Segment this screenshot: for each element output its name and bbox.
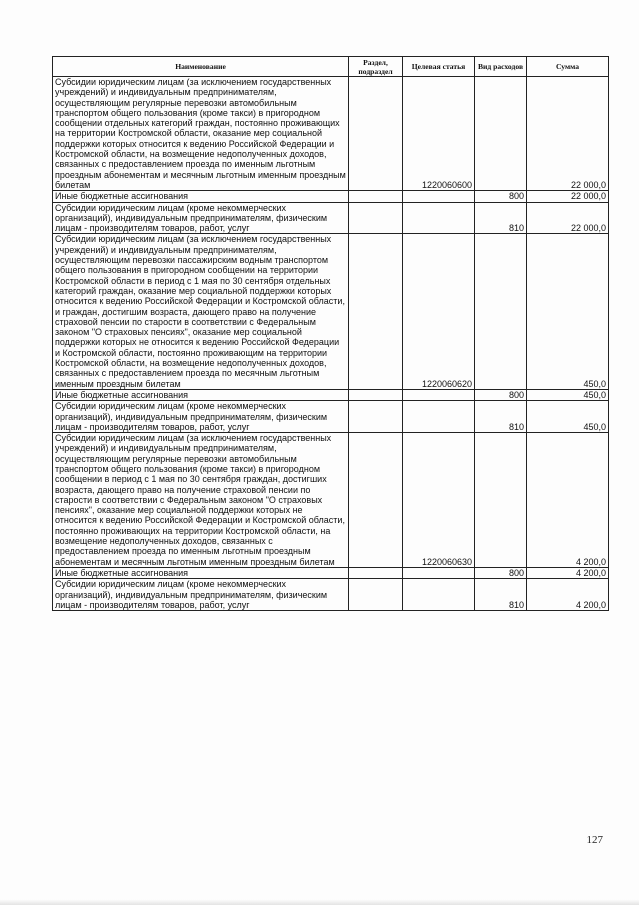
table-header-row (53, 57, 609, 77)
budget-table (52, 56, 609, 611)
table-row (53, 191, 609, 202)
cell-target (403, 202, 475, 234)
header-name: Наименование (53, 57, 349, 77)
cell-amount: 4 200,0 (527, 433, 609, 568)
table-row (53, 433, 609, 568)
cell-section (349, 191, 403, 202)
cell-expense-type: 810 (475, 401, 527, 433)
cell-expense-type (475, 77, 527, 191)
table-row (53, 77, 609, 191)
cell-name: Иные бюджетные ассигнования (53, 567, 349, 578)
cell-name: Субсидии юридическим лицам (за исключением государственных учреждений) и индивидуальным предпринимателям, осуществляющим перевозки пассажирским водным транспортом общего пользования в пригородном сообщении на территории Костромской области в период с 1 мая по 30 сентября отдельных категорий граждан, оказание мер социальной поддержки которых относится к ведению Российской Федерации и Костромской области, и граждан, достигшим возраста, дающего право на получение страховой пенсии по старости в соответствии с Федеральным законом "О страховых пенсиях", оказание мер социальной поддержки которых не относится к ведению Российской Федерации и Костромской области, постоянно проживающим на территории Костромской области, на возмещение недополученных доходов, связанных с предоставлением проезда по месячным льготным именным проездным билетам (53, 234, 349, 389)
cell-section (349, 579, 403, 611)
cell-target: 1220060600 (403, 77, 475, 191)
cell-amount: 4 200,0 (527, 579, 609, 611)
header-target: Целевая статья (403, 57, 475, 77)
cell-name: Субсидии юридическим лицам (кроме некоммерческих организаций), индивидуальным предпринимателям, физическим лицам - производителям товаров, работ, услуг (53, 202, 349, 234)
cell-section (349, 389, 403, 400)
header-amount: Сумма (527, 57, 609, 77)
cell-amount: 22 000,0 (527, 202, 609, 234)
cell-expense-type: 800 (475, 567, 527, 578)
table-row (53, 567, 609, 578)
cell-target: 1220060630 (403, 433, 475, 568)
header-expense-type: Вид расходов (475, 57, 527, 77)
cell-amount: 22 000,0 (527, 77, 609, 191)
cell-target (403, 389, 475, 400)
table-row (53, 401, 609, 433)
cell-target (403, 579, 475, 611)
cell-target (403, 401, 475, 433)
cell-target (403, 567, 475, 578)
table-row (53, 234, 609, 389)
cell-name: Субсидии юридическим лицам (кроме некоммерческих организаций), индивидуальным предпринимателям, физическим лицам - производителям товаров, работ, услуг (53, 401, 349, 433)
cell-expense-type: 810 (475, 202, 527, 234)
cell-expense-type (475, 433, 527, 568)
cell-target (403, 191, 475, 202)
cell-expense-type: 800 (475, 389, 527, 400)
cell-amount: 4 200,0 (527, 567, 609, 578)
cell-name: Субсидии юридическим лицам (за исключением государственных учреждений) и индивидуальным предпринимателям, осуществляющим регулярные перевозки автомобильным транспортом общего пользования (кроме такси) в пригородном сообщении отдельных категорий граждан, постоянно проживающих на территории Костромской области, оказание мер социальной поддержки которых относится к ведению Российской Федерации и Костромской области, на возмещение недополученных доходов, связанных с предоставлением проезда по именным льготным проездным абонементам и месячным льготным именным проездным билетам (53, 77, 349, 191)
table-row (53, 579, 609, 611)
cell-expense-type (475, 234, 527, 389)
cell-section (349, 433, 403, 568)
table-row (53, 389, 609, 400)
cell-section (349, 567, 403, 578)
cell-section (349, 234, 403, 389)
table-row (53, 202, 609, 234)
cell-name: Субсидии юридическим лицам (кроме некоммерческих организаций), индивидуальным предпринимателям, физическим лицам - производителям товаров, работ, услуг (53, 579, 349, 611)
cell-name: Субсидии юридическим лицам (за исключением государственных учреждений) и индивидуальным предпринимателям, осуществляющим регулярные перевозки автомобильным транспортом общего пользования (кроме такси) в пригородном сообщении в период с 1 мая по 30 сентября граждан, достигших возраста, дающего право на получение страховой пенсии по старости в соответствии с Федеральным законом "О страховых пенсиях", оказание мер социальной поддержки которых не относится к ведению Российской Федерации и Костромской области, постоянно проживающих на территории Костромской области, на возмещение недополученных доходов, связанных с предоставлением проезда по именным льготным проездным абонементам и месячным льготным именным проездным билетам (53, 433, 349, 568)
scan-edge (0, 899, 639, 905)
cell-amount: 450,0 (527, 401, 609, 433)
cell-amount: 450,0 (527, 389, 609, 400)
cell-name: Иные бюджетные ассигнования (53, 389, 349, 400)
cell-expense-type: 810 (475, 579, 527, 611)
cell-target: 1220060620 (403, 234, 475, 389)
cell-expense-type: 800 (475, 191, 527, 202)
cell-section (349, 401, 403, 433)
page-number: 127 (586, 834, 603, 846)
cell-section (349, 202, 403, 234)
cell-amount: 450,0 (527, 234, 609, 389)
cell-name: Иные бюджетные ассигнования (53, 191, 349, 202)
cell-section (349, 77, 403, 191)
cell-amount: 22 000,0 (527, 191, 609, 202)
header-section: Раздел, подраздел (349, 57, 403, 77)
